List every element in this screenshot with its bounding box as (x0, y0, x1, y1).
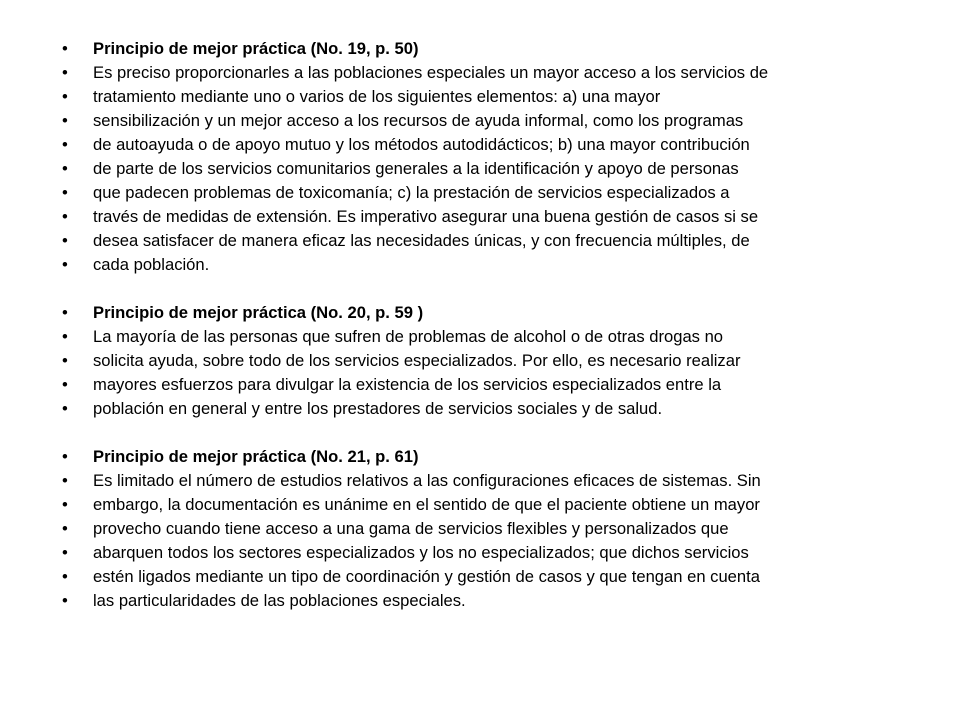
bullet-icon: • (62, 351, 68, 370)
bullet-icon: • (62, 39, 68, 58)
bullet-icon: • (62, 327, 68, 346)
bullet-icon: • (62, 591, 68, 610)
section-heading (62, 37, 942, 61)
line-text: tratamiento mediante uno o varios de los siguientes elementos: a) una mayor (93, 87, 661, 106)
text-line (62, 373, 942, 397)
text-line (62, 469, 942, 493)
text-line (62, 349, 942, 373)
line-text: La mayoría de las personas que sufren de problemas de alcohol o de otras drogas no (93, 327, 724, 346)
line-text: que padecen problemas de toxicomanía; c) la prestación de servicios especializados a (93, 183, 730, 202)
line-text: sensibilización y un mejor acceso a los recursos de ayuda informal, como los programas (93, 111, 744, 130)
bullet-icon: • (62, 231, 68, 250)
line-text: provecho cuando tiene acceso a una gama de servicios flexibles y personalizados que (93, 519, 729, 538)
text-line (62, 61, 942, 85)
section-spacer (62, 421, 942, 445)
text-line (62, 541, 942, 565)
bullet-icon: • (62, 399, 68, 418)
bullet-icon: • (62, 447, 68, 466)
bullet-icon: • (62, 519, 68, 538)
text-line (62, 109, 942, 133)
bullet-icon: • (62, 111, 68, 130)
bullet-list (62, 37, 942, 613)
text-line (62, 181, 942, 205)
line-text: estén ligados mediante un tipo de coordinación y gestión de casos y que tengan en cuenta (93, 567, 760, 586)
bullet-icon: • (62, 183, 68, 202)
text-line (62, 397, 942, 421)
line-text: través de medidas de extensión. Es imperativo asegurar una buena gestión de casos si se (93, 207, 759, 226)
bullet-icon: • (62, 495, 68, 514)
bullet-icon: • (62, 87, 68, 106)
bullet-icon: • (62, 303, 68, 322)
line-text: embargo, la documentación es unánime en el sentido de que el paciente obtiene un mayor (93, 495, 760, 514)
bullet-icon: • (62, 63, 68, 82)
heading-text: Principio de mejor práctica (No. 21, p. 61) (93, 447, 419, 466)
text-line (62, 229, 942, 253)
bullet-icon: • (62, 375, 68, 394)
text-line (62, 85, 942, 109)
line-text: Es preciso proporcionarles a las poblaciones especiales un mayor acceso a los servicios de (93, 63, 769, 82)
text-line (62, 325, 942, 349)
line-text: las particularidades de las poblaciones especiales. (93, 591, 466, 610)
text-line (62, 565, 942, 589)
bullet-icon: • (62, 135, 68, 154)
bullet-icon: • (62, 159, 68, 178)
line-text: solicita ayuda, sobre todo de los servicios especializados. Por ello, es necesario realizar (93, 351, 741, 370)
line-text: mayores esfuerzos para divulgar la existencia de los servicios especializados entre la (93, 375, 722, 394)
line-text: abarquen todos los sectores especializados y los no especializados; que dichos servicios (93, 543, 749, 562)
bullet-icon: • (62, 255, 68, 274)
heading-text: Principio de mejor práctica (No. 20, p. 59 ) (93, 303, 424, 322)
section-spacer (62, 277, 942, 301)
text-line (62, 205, 942, 229)
bullet-icon: • (62, 567, 68, 586)
text-line (62, 517, 942, 541)
text-line (62, 253, 942, 277)
line-text: de parte de los servicios comunitarios generales a la identificación y apoyo de personas (93, 159, 739, 178)
line-text: cada población. (93, 255, 210, 274)
text-line (62, 589, 942, 613)
bullet-icon: • (62, 471, 68, 490)
bullet-icon: • (62, 207, 68, 226)
text-line (62, 493, 942, 517)
section-heading (62, 445, 942, 469)
line-text: desea satisfacer de manera eficaz las necesidades únicas, y con frecuencia múltiples, de (93, 231, 750, 250)
line-text: de autoayuda o de apoyo mutuo y los métodos autodidácticos; b) una mayor contribución (93, 135, 750, 154)
text-line (62, 133, 942, 157)
section-heading (62, 301, 942, 325)
line-text: Es limitado el número de estudios relativos a las configuraciones eficaces de sistemas. Sin (93, 471, 761, 490)
line-text: población en general y entre los prestadores de servicios sociales y de salud. (93, 399, 663, 418)
bullet-icon: • (62, 543, 68, 562)
heading-text: Principio de mejor práctica (No. 19, p. 50) (93, 39, 419, 58)
text-line (62, 157, 942, 181)
